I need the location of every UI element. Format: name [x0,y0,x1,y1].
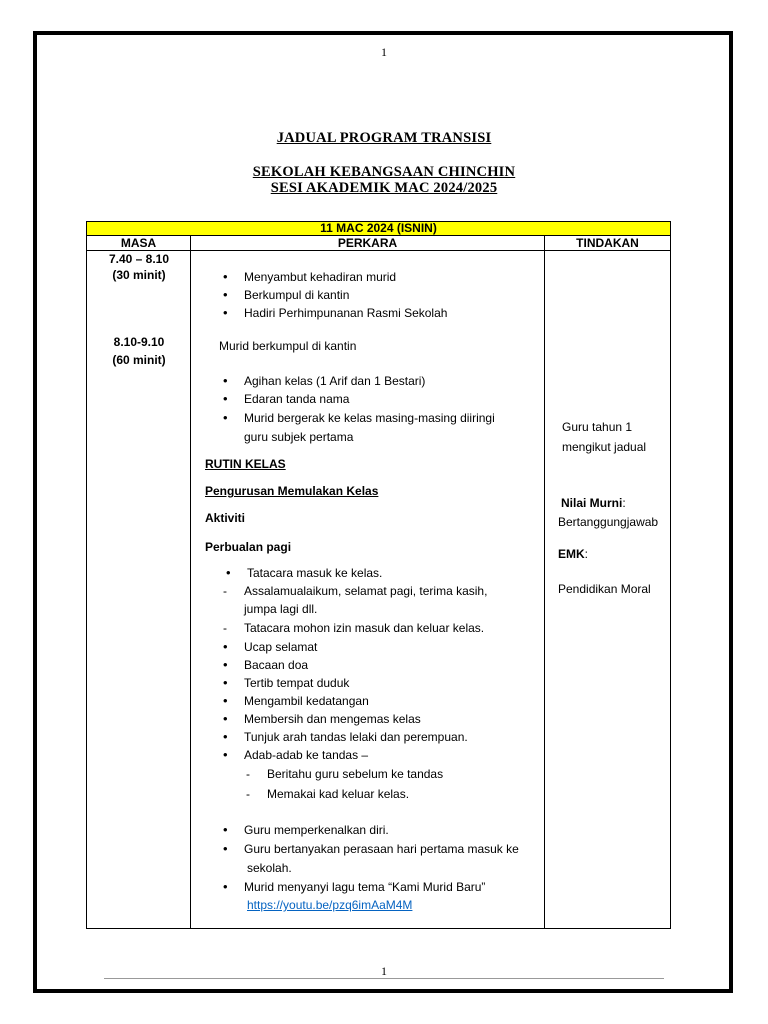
page-number-bottom: 1 [381,964,387,978]
emk-line [558,547,588,561]
list-item: • Tatacara masuk ke kelas. [247,566,382,580]
perkara-cell [191,251,545,929]
emk-colon: : [584,547,589,561]
nilai-murni-value: Bertanggungjawab [558,515,659,529]
time-slot-2: 8.10-9.10 [113,335,165,349]
duration-2: (60 minit) [112,353,166,367]
emk-value: Pendidikan Moral [558,582,651,596]
list-item: • Berkumpul di kantin [244,288,349,302]
list-item: • Menyambut kehadiran murid [244,270,396,284]
header-masa: MASA [87,236,191,251]
list-item-continuation: sekolah. [247,861,292,875]
list-item: • Guru bertanyakan perasaan hari pertama masuk ke [244,842,519,856]
youtube-link[interactable]: https://youtu.be/pzq6imAaM4M [247,898,413,912]
guru-text: Guru tahun 1 [562,420,633,434]
list-item: • Guru memperkenalkan diri. [244,823,389,837]
masa-cell [87,251,191,929]
list-item: • Murid menyanyi lagu tema “Kami Murid Baru” [244,880,485,894]
list-item: • Tertib tempat duduk [244,676,349,690]
schedule-row [87,251,671,929]
header-perkara: PERKARA [191,236,545,251]
nilai-murni-colon: : [622,496,626,510]
section-heading-aktiviti: Aktiviti [205,511,246,525]
list-item: • Agihan kelas (1 Arif dan 1 Bestari) [244,374,425,388]
nilai-murni-line [561,496,626,510]
document-title: JADUAL PROGRAM TRANSISI [276,130,492,146]
header-row [87,236,671,251]
emk-label: EMK [558,547,585,561]
section-heading-perbualan: Perbualan pagi [205,540,292,554]
list-item: • Mengambil kedatangan [244,694,369,708]
sub-list-item: - Beritahu guru sebelum ke tandas [267,767,443,781]
sub-list-item: - Memakai kad keluar kelas. [267,787,409,801]
guru-text-continuation: mengikut jadual [562,440,647,454]
section-heading-rutin-kelas: RUTIN KELAS [205,457,286,471]
list-item: • Membersih dan mengemas kelas [244,712,421,726]
school-name: SEKOLAH KEBANGSAAN CHINCHIN [252,164,516,180]
academic-session: SESI AKADEMIK MAC 2024/2025 [270,180,498,196]
list-item: • Bacaan doa [244,658,308,672]
list-item: - Tatacara mohon izin masuk dan keluar kelas. [244,621,484,635]
nilai-murni-label: Nilai Murni [561,496,623,510]
list-item-continuation: guru subjek pertama [244,430,354,444]
list-item: • Edaran tanda nama [244,392,349,406]
list-item: • Hadiri Perhimpunanan Rasmi Sekolah [244,306,447,320]
schedule-table [86,221,671,929]
list-item: • Murid bergerak ke kelas masing-masing diiringi [244,411,495,425]
list-item: • Ucap selamat [244,640,317,654]
tindakan-cell [545,251,671,929]
date-cell: 11 MAC 2024 (ISNIN) [87,222,671,236]
section-heading-pengurusan: Pengurusan Memulakan Kelas [205,484,379,498]
note-text: Murid berkumpul di kantin [219,339,357,353]
header-tindakan: TINDAKAN [545,236,671,251]
time-slot-1: 7.40 – 8.10 [108,252,170,266]
list-item: • Tunjuk arah tandas lelaki dan perempuan. [244,730,468,744]
date-row [87,222,671,236]
list-item-continuation: jumpa lagi dll. [244,602,318,616]
list-item: • Adab-adab ke tandas – [244,748,368,762]
list-item: - Assalamualaikum, selamat pagi, terima kasih, [244,584,487,598]
page-number-top: 1 [381,45,387,59]
duration-1: (30 minit) [112,268,166,282]
